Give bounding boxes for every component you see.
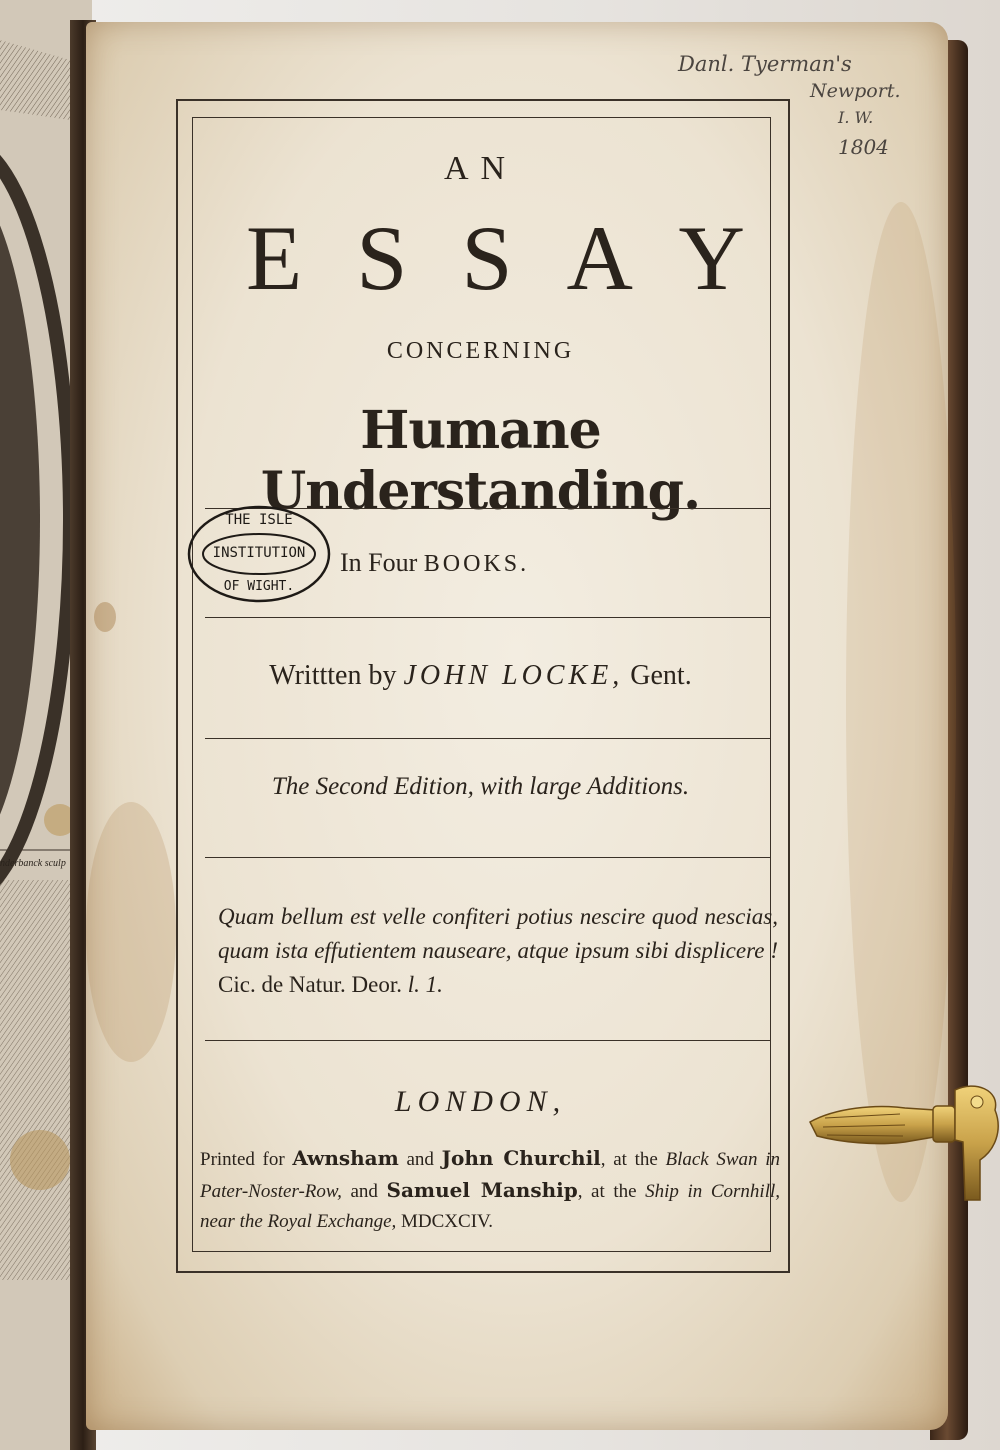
imprint-text: , at the [600, 1149, 658, 1170]
imprint-year: MDCXCIV. [401, 1211, 494, 1232]
epigraph [218, 900, 778, 1002]
epigraph-text: Quam bellum est velle confiteri potius nescire quod nescias, quam ista effutientem nauseare, atque ipsum sibi displicere ! [218, 904, 778, 963]
imprint-address: Black Swan in Pater-Noster-Row, [200, 1149, 781, 1202]
engraving-credit: nderbanck sculp [0, 858, 66, 869]
author-line [192, 660, 769, 692]
title-essay: ESSAY [246, 207, 799, 309]
imprint-text: and [406, 1149, 434, 1170]
edition-line: The Second Edition, with large Additions. [271, 773, 690, 800]
inscription-line: 1804 [838, 135, 889, 159]
publisher-name: Samuel Manship [386, 1178, 578, 1202]
title-an: AN [443, 150, 518, 187]
stamp-top: THE ISLE [225, 512, 293, 528]
foxing-spot [94, 602, 116, 632]
publisher-name: Awnsham [292, 1146, 399, 1170]
inscription-line: Danl. Tyerman's [678, 52, 852, 76]
epigraph-source: Cic. de Natur. Deor. [218, 972, 402, 997]
handwritten-inscription [660, 52, 920, 172]
divider-rule [205, 617, 770, 618]
author-name: JOHN LOCKE, [403, 660, 624, 691]
imprint-address: Ship in Cornhill, near the Royal Exchange, [200, 1181, 780, 1232]
library-stamp [186, 504, 332, 604]
books-word: BOOKS. [423, 551, 530, 577]
title-subject: Humane Understanding. [260, 400, 701, 522]
books-line [340, 548, 640, 578]
imprint-text: Printed for [200, 1149, 285, 1170]
title-concerning: CONCERNING [386, 338, 575, 364]
imprint-text: , at the [577, 1181, 637, 1202]
author-suffix: Gent. [630, 660, 692, 691]
publisher-name: John Churchil [441, 1146, 601, 1170]
divider-rule [205, 738, 770, 739]
imprint [200, 1143, 780, 1237]
inscription-line: I. W. [838, 108, 874, 127]
written-lead: Writtten by [269, 660, 397, 691]
foxing-stain [86, 802, 176, 1062]
foxing-stain [846, 202, 956, 1202]
stamp-middle: INSTITUTION [212, 545, 306, 561]
imprint-place: LONDON, [394, 1085, 567, 1118]
books-lead: In Four [340, 548, 418, 577]
divider-rule [205, 857, 770, 858]
epigraph-ref: l. 1. [407, 972, 443, 997]
divider-rule [205, 1040, 770, 1041]
hand-clasp-bookmark [805, 1080, 1000, 1215]
imprint-text: and [350, 1181, 378, 1202]
stamp-bottom: OF WIGHT. [223, 579, 295, 594]
inscription-line: Newport. [810, 80, 901, 102]
